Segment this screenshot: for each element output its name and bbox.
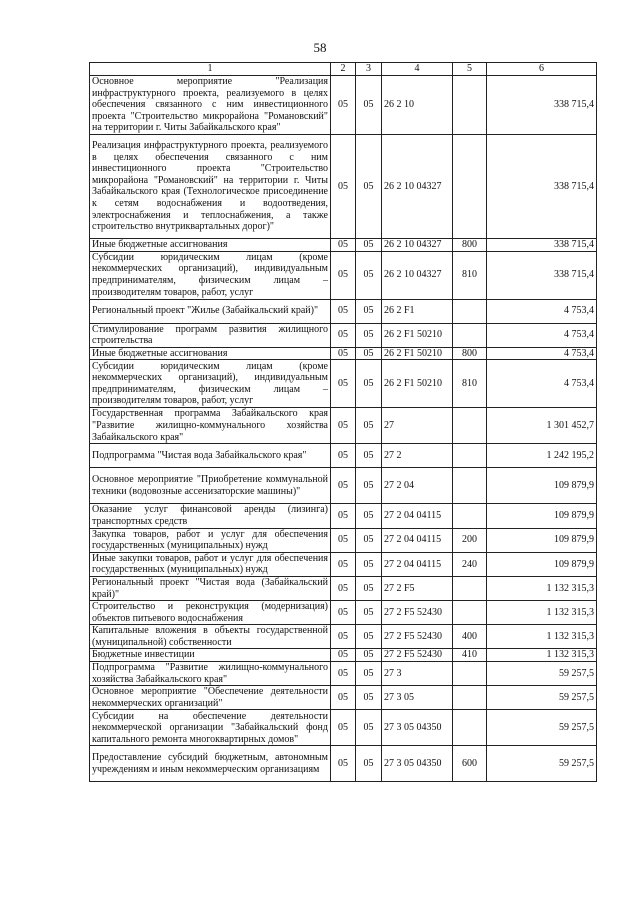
column-header: 1 <box>90 63 331 76</box>
row-name-cell: Иные закупки товаров, работ и услуг для обеспечения государственных (муниципальных) нужд <box>90 552 331 576</box>
target-article-cell: 26 2 F1 50210 <box>382 360 453 408</box>
target-article-cell: 27 2 04 04115 <box>382 528 453 552</box>
table-row <box>90 238 597 251</box>
section-cell: 05 <box>331 299 356 323</box>
row-name-cell: Реализация инфраструктурного проекта, реализуемого в целях обеспечения связанного с ним инвестиционного проекта "Строительство микрорайона "Романовский" на территории г. Читы Забайкальского края (Технологическое присоединение к сетям водоснабжения и водоотведения, электроснабжения и теплоснабжения, а также строительство внутриквартальных дорог)" <box>90 134 331 238</box>
expense-type-cell <box>453 601 487 625</box>
amount-cell: 59 257,5 <box>487 746 597 782</box>
expense-type-cell: 800 <box>453 347 487 360</box>
row-name-cell: Закупка товаров, работ и услуг для обеспечения государственных (муниципальных) нужд <box>90 528 331 552</box>
subsection-cell: 05 <box>356 251 382 299</box>
table-row <box>90 686 597 710</box>
section-cell: 05 <box>331 444 356 468</box>
row-name-cell: Подпрограмма "Развитие жилищно-коммунального хозяйства Забайкальского края" <box>90 662 331 686</box>
section-cell: 05 <box>331 360 356 408</box>
expense-type-cell: 810 <box>453 251 487 299</box>
subsection-cell: 05 <box>356 662 382 686</box>
amount-cell: 338 715,4 <box>487 251 597 299</box>
table-row <box>90 552 597 576</box>
column-header: 4 <box>382 63 453 76</box>
subsection-cell: 05 <box>356 601 382 625</box>
row-name-cell: Оказание услуг финансовой аренды (лизинга) транспортных средств <box>90 504 331 528</box>
column-header: 3 <box>356 63 382 76</box>
target-article-cell: 27 <box>382 408 453 444</box>
table-row <box>90 251 597 299</box>
target-article-cell: 27 2 04 04115 <box>382 504 453 528</box>
row-name-cell: Региональный проект "Чистая вода (Забайкальский край)" <box>90 576 331 600</box>
table-row <box>90 649 597 662</box>
table-row <box>90 347 597 360</box>
subsection-cell: 05 <box>356 576 382 600</box>
expense-type-cell <box>453 710 487 746</box>
subsection-cell: 05 <box>356 408 382 444</box>
row-name-cell: Субсидии юридическим лицам (кроме некоммерческих организаций), индивидуальным предпринимателям, физическим лицам – производителям товаров, работ, услуг <box>90 251 331 299</box>
amount-cell: 109 879,9 <box>487 552 597 576</box>
row-name-cell: Иные бюджетные ассигнования <box>90 347 331 360</box>
expense-type-cell <box>453 468 487 504</box>
expense-type-cell <box>453 134 487 238</box>
target-article-cell: 26 2 10 04327 <box>382 238 453 251</box>
amount-cell: 1 132 315,3 <box>487 576 597 600</box>
amount-cell: 4 753,4 <box>487 360 597 408</box>
subsection-cell: 05 <box>356 360 382 408</box>
amount-cell: 59 257,5 <box>487 710 597 746</box>
table-row <box>90 323 597 347</box>
section-cell: 05 <box>331 746 356 782</box>
amount-cell: 109 879,9 <box>487 504 597 528</box>
row-name-cell: Основное мероприятие "Реализация инфраструктурного проекта, реализуемого в целях обеспечения связанного с ним инвестиционного проекта "Строительство микрорайона "Романовский" на территории г. Читы Забайкальского края" <box>90 76 331 135</box>
expense-type-cell <box>453 662 487 686</box>
target-article-cell: 27 2 F5 <box>382 576 453 600</box>
subsection-cell: 05 <box>356 746 382 782</box>
row-name-cell: Стимулирование программ развития жилищного строительства <box>90 323 331 347</box>
target-article-cell: 27 3 <box>382 662 453 686</box>
amount-cell: 4 753,4 <box>487 299 597 323</box>
row-name-cell: Субсидии юридическим лицам (кроме некоммерческих организаций), индивидуальным предпринимателям, физическим лицам – производителям товаров, работ, услуг <box>90 360 331 408</box>
section-cell: 05 <box>331 601 356 625</box>
row-name-cell: Бюджетные инвестиции <box>90 649 331 662</box>
expense-type-cell: 410 <box>453 649 487 662</box>
amount-cell: 338 715,4 <box>487 238 597 251</box>
target-article-cell: 26 2 10 04327 <box>382 134 453 238</box>
expense-type-cell <box>453 686 487 710</box>
row-name-cell: Региональный проект "Жилье (Забайкальский край)" <box>90 299 331 323</box>
amount-cell: 1 242 195,2 <box>487 444 597 468</box>
expense-type-cell <box>453 504 487 528</box>
row-name-cell: Предоставление субсидий бюджетным, автономным учреждениям и иным некоммерческим организациям <box>90 746 331 782</box>
expense-type-cell <box>453 76 487 135</box>
section-cell: 05 <box>331 625 356 649</box>
expense-type-cell <box>453 408 487 444</box>
row-name-cell: Иные бюджетные ассигнования <box>90 238 331 251</box>
subsection-cell: 05 <box>356 468 382 504</box>
subsection-cell: 05 <box>356 238 382 251</box>
section-cell: 05 <box>331 504 356 528</box>
table-row <box>90 504 597 528</box>
target-article-cell: 27 2 F5 52430 <box>382 649 453 662</box>
table-header-row <box>90 63 597 76</box>
expense-type-cell: 600 <box>453 746 487 782</box>
expense-type-cell: 200 <box>453 528 487 552</box>
expense-type-cell <box>453 576 487 600</box>
row-name-cell: Подпрограмма "Чистая вода Забайкальского края" <box>90 444 331 468</box>
subsection-cell: 05 <box>356 625 382 649</box>
row-name-cell: Основное мероприятие "Обеспечение деятельности некоммерческих организаций" <box>90 686 331 710</box>
target-article-cell: 27 3 05 04350 <box>382 710 453 746</box>
expense-type-cell: 800 <box>453 238 487 251</box>
subsection-cell: 05 <box>356 649 382 662</box>
table-row <box>90 299 597 323</box>
amount-cell: 59 257,5 <box>487 686 597 710</box>
column-header: 6 <box>487 63 597 76</box>
section-cell: 05 <box>331 76 356 135</box>
expense-type-cell <box>453 323 487 347</box>
table-row <box>90 625 597 649</box>
subsection-cell: 05 <box>356 444 382 468</box>
budget-table <box>89 62 597 782</box>
section-cell: 05 <box>331 662 356 686</box>
amount-cell: 1 132 315,3 <box>487 601 597 625</box>
target-article-cell: 27 3 05 <box>382 686 453 710</box>
table-row <box>90 710 597 746</box>
target-article-cell: 26 2 F1 50210 <box>382 347 453 360</box>
amount-cell: 4 753,4 <box>487 323 597 347</box>
table-row <box>90 746 597 782</box>
section-cell: 05 <box>331 347 356 360</box>
amount-cell: 59 257,5 <box>487 662 597 686</box>
table-row <box>90 444 597 468</box>
amount-cell: 109 879,9 <box>487 528 597 552</box>
target-article-cell: 26 2 F1 50210 <box>382 323 453 347</box>
table-row <box>90 576 597 600</box>
expense-type-cell <box>453 299 487 323</box>
expense-type-cell: 240 <box>453 552 487 576</box>
section-cell: 05 <box>331 238 356 251</box>
subsection-cell: 05 <box>356 347 382 360</box>
section-cell: 05 <box>331 649 356 662</box>
subsection-cell: 05 <box>356 552 382 576</box>
expense-type-cell: 400 <box>453 625 487 649</box>
subsection-cell: 05 <box>356 323 382 347</box>
amount-cell: 338 715,4 <box>487 134 597 238</box>
target-article-cell: 27 2 04 04115 <box>382 552 453 576</box>
section-cell: 05 <box>331 408 356 444</box>
table-row <box>90 468 597 504</box>
subsection-cell: 05 <box>356 504 382 528</box>
page-number: 58 <box>313 40 327 55</box>
amount-cell: 109 879,9 <box>487 468 597 504</box>
target-article-cell: 27 2 F5 52430 <box>382 601 453 625</box>
target-article-cell: 26 2 10 04327 <box>382 251 453 299</box>
expense-type-cell <box>453 444 487 468</box>
subsection-cell: 05 <box>356 76 382 135</box>
section-cell: 05 <box>331 710 356 746</box>
table-row <box>90 134 597 238</box>
section-cell: 05 <box>331 528 356 552</box>
target-article-cell: 27 2 <box>382 444 453 468</box>
subsection-cell: 05 <box>356 710 382 746</box>
table-row <box>90 662 597 686</box>
row-name-cell: Государственная программа Забайкальского края "Развитие жилищно-коммунального хозяйства Забайкальского края" <box>90 408 331 444</box>
amount-cell: 1 132 315,3 <box>487 625 597 649</box>
row-name-cell: Субсидии на обеспечение деятельности некоммерческой организации "Забайкальский фонд капитального ремонта многоквартирных домов" <box>90 710 331 746</box>
section-cell: 05 <box>331 576 356 600</box>
row-name-cell: Строительство и реконструкция (модернизация) объектов питьевого водоснабжения <box>90 601 331 625</box>
column-header: 2 <box>331 63 356 76</box>
subsection-cell: 05 <box>356 686 382 710</box>
table-row <box>90 408 597 444</box>
subsection-cell: 05 <box>356 299 382 323</box>
amount-cell: 338 715,4 <box>487 76 597 135</box>
section-cell: 05 <box>331 468 356 504</box>
row-name-cell: Основное мероприятие "Приобретение коммунальной техники (водовозные ассенизаторские машины)" <box>90 468 331 504</box>
section-cell: 05 <box>331 251 356 299</box>
section-cell: 05 <box>331 552 356 576</box>
section-cell: 05 <box>331 686 356 710</box>
table-row <box>90 528 597 552</box>
row-name-cell: Капитальные вложения в объекты государственной (муниципальной) собственности <box>90 625 331 649</box>
expense-type-cell: 810 <box>453 360 487 408</box>
section-cell: 05 <box>331 134 356 238</box>
column-header: 5 <box>453 63 487 76</box>
target-article-cell: 26 2 10 <box>382 76 453 135</box>
target-article-cell: 26 2 F1 <box>382 299 453 323</box>
target-article-cell: 27 2 F5 52430 <box>382 625 453 649</box>
table-row <box>90 601 597 625</box>
amount-cell: 4 753,4 <box>487 347 597 360</box>
section-cell: 05 <box>331 323 356 347</box>
table-row <box>90 360 597 408</box>
amount-cell: 1 132 315,3 <box>487 649 597 662</box>
amount-cell: 1 301 452,7 <box>487 408 597 444</box>
subsection-cell: 05 <box>356 134 382 238</box>
target-article-cell: 27 3 05 04350 <box>382 746 453 782</box>
target-article-cell: 27 2 04 <box>382 468 453 504</box>
subsection-cell: 05 <box>356 528 382 552</box>
table-row <box>90 76 597 135</box>
